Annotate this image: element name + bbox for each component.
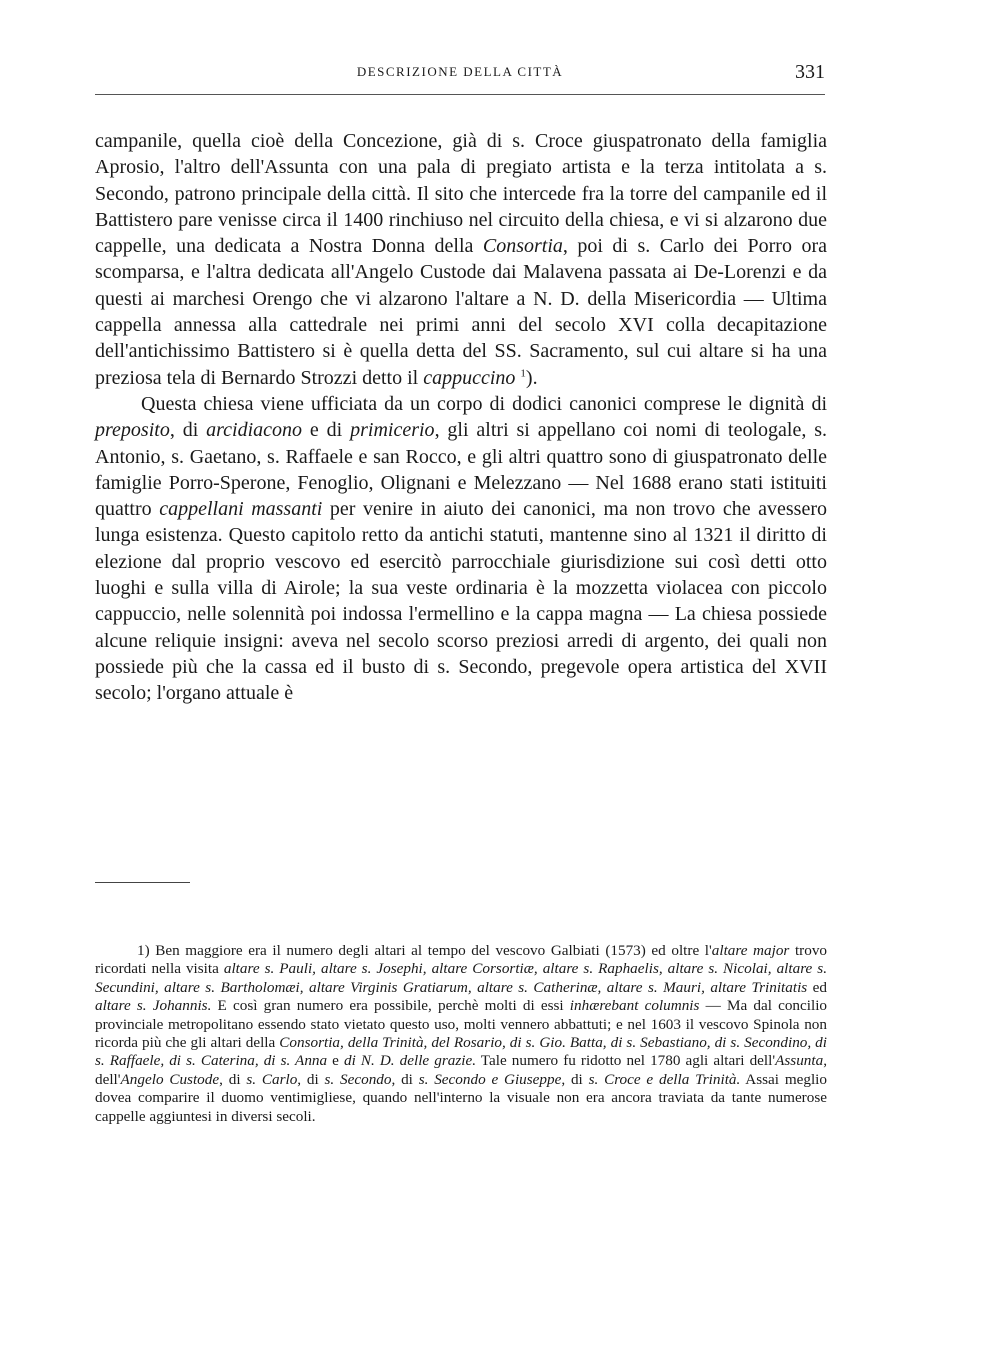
- italic-run: Angelo Custode: [120, 1070, 220, 1088]
- header-rule: [95, 94, 825, 95]
- text-run: , gli altri si appellano coi nomi di teologale, s. Antonio, s. Gaetano, s. Raffaele e san Rocco, e gli altri quattro sono di giuspatronato delle famiglie Porro-Sperone, Fenoglio, Olignani e Melezzano — Nel 1688 erano stati istituiti quattro: [95, 419, 828, 521]
- footnote: [95, 942, 827, 1126]
- running-title: DESCRIZIONE DELLA CITTÀ: [356, 64, 564, 79]
- text-run: , di: [561, 1070, 589, 1088]
- italic-run: altare major: [711, 942, 790, 959]
- italic-run: primicerio: [350, 419, 435, 442]
- italic-run: Consortia, della Trinità, del Rosario, di s. Gio. Batta, di s. Sebastiano, di s. Secondino, di s. Raffaele, di s. Caterina, di s. Anna: [95, 1034, 827, 1070]
- italic-run: altare s. Pauli, altare s. Josephi, altare Corsortiæ, altare s. Raphaelis, altare s. Nicolai, altare s. Secundini, altare s. Bartholomæi, altare Virginis Gratiarum, altare s. Catherinæ, altare s. Mauri, altare Trinitatis: [95, 960, 827, 996]
- text-run: E così gran numero era possibile, perchè molti di essi: [211, 997, 570, 1015]
- italic-run: cappellani massanti: [159, 498, 323, 521]
- italic-run: cappuccino: [423, 366, 516, 389]
- italic-run: inhærebant columnis: [569, 997, 700, 1015]
- text-run: per venire in aiuto dei canonici, ma non trovo che avessero lunga esistenza. Questo capitolo retto da antichi statuti, mantenne sino al 1321 il diritto di elezione dal proprio vescovo ed esercitò parrocchiale giurisdizione sui così detti otto luoghi e sulla villa di Airole; la sua veste ordinaria è la mozzetta violacea con piccolo cappuccio, nelle solennità poi indossa l'ermellino e la cappa magna — La chiesa possiede alcune reliquie insigni: aveva nel secolo scorso preziosi arredi di argento, dei quali non possiede più che la cassa ed il busto di s. Secondo, pregevole opera artistica del XVII secolo; l'organo attuale è: [95, 498, 827, 705]
- text-run: e di: [302, 419, 351, 442]
- main-text: [95, 128, 827, 707]
- text-run: , di: [169, 419, 207, 442]
- italic-run: Consortia: [482, 235, 563, 258]
- italic-run: preposito: [95, 419, 170, 442]
- italic-run: s. Secondo: [324, 1070, 392, 1088]
- paragraph: [95, 128, 827, 391]
- text-run: e: [327, 1052, 344, 1070]
- italic-run: di N. D. delle grazie.: [343, 1052, 476, 1070]
- text-run: Assai meglio dovea comparire il duomo ventimigliese, quando nell'interno la visuale non era ancora traviata da tante numerose cappelle aggiuntesi in diversi secoli.: [95, 1070, 827, 1125]
- footnotes: [95, 942, 827, 1126]
- italic-run: arcidiacono: [206, 419, 303, 442]
- text-run: campanile, quella cioè della Concezione, già di s. Croce giuspatronato della famiglia Aprosio, l'altro dell'Assunta con una pala di pregiato artista e la terza intitolata a s. Secondo, patrono principale della città. Il sito che intercede fra la torre del campanile ed il Battistero pare venisse circa il 1400 rinchiuso nel circuito della chiesa, e vi si alzarono due cappelle, una dedicata a Nostra Donna della: [95, 130, 827, 258]
- text-run: , poi di s. Carlo dei Porro ora scomparsa, e l'altra dedicata all'Angelo Custode dai Malavena passata ai De-Lorenzi e da questi ai marchesi Orengo che vi alzarono l'altare a N. D. della Misericordia — Ultima cappella annessa alla cattedrale nei primi anni del secolo XVI colla decapitazione dell'antichissimo Battistero si è quella detta del SS. Sacramento, sul cui altare si ha una preziosa tela di Bernardo Strozzi detto il: [95, 235, 827, 389]
- text-run: trovo ricordati nella visita: [95, 942, 828, 978]
- footnote-marker: 1: [520, 367, 526, 380]
- text-run: ed: [807, 978, 827, 996]
- text-run: — Ma dal concilio provinciale metropolitano essendo stato vietato questo uso, molti vennero abbattuti; e nel 1603 il vescovo Spinola non ricorda più che gli altari della: [95, 997, 828, 1052]
- text-run: , dell': [95, 1052, 827, 1088]
- italic-run: altare s. Johannis.: [95, 997, 212, 1015]
- text-run: , di: [391, 1070, 419, 1088]
- text-run: Questa chiesa viene ufficiata da un corpo di dodici canonici comprese le dignità di: [141, 392, 827, 415]
- paragraph: [95, 391, 827, 707]
- text-run: Tale numero fu ridotto nel 1780 agli altari dell': [476, 1052, 776, 1070]
- italic-run: s. Secondo e Giuseppe: [418, 1070, 562, 1088]
- italic-run: s. Carlo: [246, 1070, 298, 1088]
- text-run: 1) Ben maggiore era il numero degli altari al tempo del vescovo Galbiati (1573) ed oltre l': [137, 942, 712, 959]
- text-run: , di: [219, 1070, 247, 1088]
- page-number: 331: [795, 61, 825, 83]
- page-header: [95, 61, 825, 92]
- italic-run: s. Croce e della Trinità.: [588, 1070, 741, 1088]
- italic-run: Assunta: [775, 1052, 824, 1070]
- footnote-separator: [95, 882, 190, 883]
- text-run: , di: [297, 1070, 325, 1088]
- text-run: ).: [525, 366, 538, 389]
